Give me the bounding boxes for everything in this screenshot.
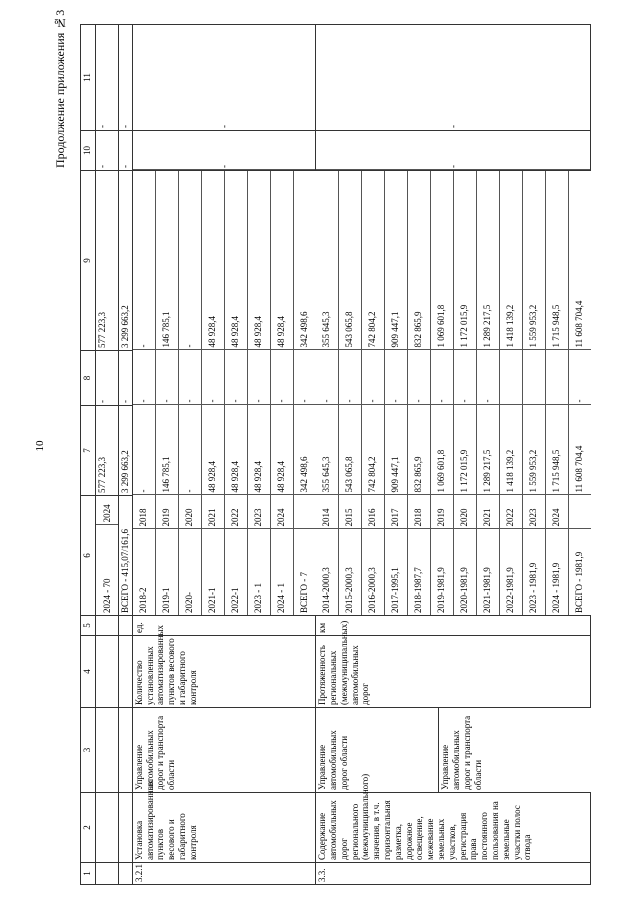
header-cell: 2	[81, 793, 96, 863]
continuation-caption: Продолжение приложения №3	[53, 10, 67, 169]
cell-regional: -	[178, 170, 201, 350]
cell-regional: 1 069 601,8	[430, 170, 453, 350]
cell-year: 2024	[101, 504, 112, 523]
cell-year: 2014	[316, 495, 339, 529]
cell-regional: 48 928,4	[224, 170, 247, 350]
cell-total: 3 299 663,2	[119, 406, 133, 496]
cell-federal	[545, 350, 568, 405]
header-cell: 11	[81, 25, 96, 131]
cell-federal: -	[247, 350, 270, 405]
cell-total: 48 928,4	[247, 405, 270, 495]
cell-total: 832 865,9	[407, 405, 430, 495]
year-row	[201, 170, 224, 615]
cell-total: 1 715 948,5	[545, 405, 568, 495]
year-row	[316, 170, 339, 615]
unit: ед.	[132, 616, 316, 636]
cell-year: 2019	[430, 495, 453, 529]
cell-regional: 543 065,8	[338, 170, 361, 350]
cell-regional: 832 865,9	[407, 170, 430, 350]
cell-year: 2016	[361, 495, 384, 529]
year-row	[545, 170, 568, 615]
executor-1: Управление автомобильных дорог области	[316, 708, 439, 792]
section-3-2-1	[132, 25, 316, 885]
cell-total: 909 447,1	[384, 405, 407, 495]
cell-year: 2015	[338, 495, 361, 529]
cell-total: 742 804,2	[361, 405, 384, 495]
cell-target: 2017-1995,1	[384, 529, 407, 615]
cell-federal: -	[384, 350, 407, 405]
cell-federal: -	[133, 350, 156, 405]
indicator: Количество установленных автоматизированных пунктов весового и габаритного контроля	[132, 636, 316, 708]
year-row	[499, 170, 522, 615]
cell-federal: -	[476, 350, 499, 405]
cell-other: -	[96, 25, 119, 131]
cell-federal: -	[119, 351, 133, 406]
cell-target: 2020-1981,9	[453, 529, 476, 615]
cell-target: 2022-1	[224, 529, 247, 615]
cell-total: 355 645,3	[316, 405, 339, 495]
cell-regional: 48 928,4	[270, 170, 293, 350]
section-3-3	[316, 25, 591, 885]
cell-total: 1 172 015,9	[453, 405, 476, 495]
cell-regional: 1 715 948,5	[545, 170, 568, 350]
cell-local: -	[316, 131, 591, 171]
cell-target: ВСЕГО - 1981,9	[568, 529, 591, 615]
cell-year	[568, 495, 591, 529]
measure-name: Установка автоматизированных пунктов весового и габаритного контроля	[132, 793, 316, 863]
header-cell: 5	[81, 616, 96, 636]
cell-federal: -	[178, 350, 201, 405]
cell-total: 577 223,3	[96, 406, 119, 496]
year-row	[293, 170, 316, 615]
cell-total: 48 928,4	[270, 405, 293, 495]
cell-federal: -	[293, 350, 316, 405]
cell-year: 2023	[522, 495, 545, 529]
cell-local: -	[119, 131, 133, 171]
cell-target: 2021-1981,9	[476, 529, 499, 615]
cell-year: 2024	[545, 495, 568, 529]
cell-regional: 1 559 953,2	[522, 170, 545, 350]
cell-regional: 742 804,2	[361, 170, 384, 350]
program-table	[80, 24, 591, 885]
cell-federal: -	[270, 350, 293, 405]
cell-year: 2018	[407, 495, 430, 529]
year-row	[407, 170, 430, 615]
cell-federal: -	[155, 350, 178, 405]
cell-local: -	[132, 131, 316, 171]
cell-regional: 146 785,1	[155, 170, 178, 350]
cell-target: 2023 - 1981,9	[522, 529, 545, 615]
cell-year: 2024	[270, 495, 293, 529]
row-number: 3.2.1	[132, 863, 316, 885]
cell-total: 48 928,4	[201, 405, 224, 495]
cell-year: 2019	[155, 495, 178, 529]
cell-regional: -	[133, 170, 156, 350]
cell-regional: 909 447,1	[384, 170, 407, 350]
cell-year: 2020	[178, 495, 201, 529]
cell-local: -	[96, 131, 119, 171]
cell-total: 48 928,4	[224, 405, 247, 495]
year-row	[270, 170, 293, 615]
year-row	[384, 170, 407, 615]
page-number: 10	[34, 440, 46, 452]
cell-year: 2021	[201, 495, 224, 529]
cell-target: 2024 - 1	[270, 529, 293, 615]
cell-target: 2019-1	[155, 529, 178, 615]
table-row	[96, 25, 119, 885]
cell-federal: -	[430, 350, 453, 405]
header-cell: 1	[81, 863, 96, 885]
header-cell: 7	[81, 406, 96, 496]
year-row	[361, 170, 384, 615]
yearly-values	[316, 170, 591, 616]
cell-year: 2021	[476, 495, 499, 529]
cell-total: -	[178, 405, 201, 495]
yearly-values	[133, 170, 316, 616]
cell-regional: 48 928,4	[247, 170, 270, 350]
year-row	[476, 170, 499, 615]
cell-federal	[522, 350, 545, 405]
indicator: Протяженность региональных (межмуниципальных) автомобильных дорог	[316, 636, 591, 708]
cell-year: 2023	[247, 495, 270, 529]
cell-regional: 342 498,6	[293, 170, 316, 350]
cell-target: 2015-2000,3	[338, 529, 361, 615]
year-row	[247, 170, 270, 615]
cell-regional: 1 289 217,5	[476, 170, 499, 350]
rotated-table-page	[80, 25, 630, 885]
cell-regional: 355 645,3	[316, 170, 339, 350]
header-cell: 8	[81, 351, 96, 406]
cell-regional: 11 608 704,4	[568, 170, 591, 350]
cell-target: 2023 - 1	[247, 529, 270, 615]
year-row	[133, 170, 156, 615]
cell-regional: 48 928,4	[201, 170, 224, 350]
cell-target: 2024 - 1981,9	[545, 529, 568, 615]
cell-target: 2016-2000,3	[361, 529, 384, 615]
cell-federal: -	[361, 350, 384, 405]
cell-total: -	[133, 405, 156, 495]
cell-regional: 1 418 139,2	[499, 170, 522, 350]
row-number: 3.3.	[316, 863, 591, 885]
cell-federal: -	[453, 350, 476, 405]
cell-federal: -	[316, 350, 339, 405]
cell-other: -	[316, 25, 591, 131]
cell-total: 11 608 704,4	[568, 405, 591, 495]
cell-total: 1 418 139,2	[499, 405, 522, 495]
unit: км	[316, 616, 591, 636]
header-cell: 9	[81, 171, 96, 351]
cell-regional: 1 172 015,9	[453, 170, 476, 350]
cell-target: 2022-1981,9	[499, 529, 522, 615]
cell-year	[293, 495, 316, 529]
cell-target: 2019-1981,9	[430, 529, 453, 615]
cell-federal: -	[224, 350, 247, 405]
cell-year: 2022	[224, 495, 247, 529]
cell-federal	[499, 350, 522, 405]
year-row	[338, 170, 361, 615]
year-row	[568, 170, 591, 615]
cell-federal: -	[407, 350, 430, 405]
cell-target: 2018-1987,7	[407, 529, 430, 615]
cell-federal: -	[568, 350, 591, 405]
cell-regional: 577 223,3	[96, 171, 119, 351]
cell-total: 146 785,1	[155, 405, 178, 495]
measure-name: Содержание автомобильных дорог регионального (межмуниципального) значения, в т.ч. горизонтальная разметка, дорожное освещение, межевание земельных участков, регистрация права постоянного пользования на земельные участки полос отвода	[316, 793, 591, 863]
cell-total: 1 289 217,5	[476, 405, 499, 495]
cell-target: 2014-2000,3	[316, 529, 339, 615]
cell-other: -	[132, 25, 316, 131]
table-row	[119, 25, 133, 885]
cell-target: ВСЕГО - 415,07/161,6	[119, 496, 133, 616]
cell-total: 1 069 601,8	[430, 405, 453, 495]
year-row	[155, 170, 178, 615]
cell-federal: -	[338, 350, 361, 405]
executor: Управление автомобильных дорог и транспорта области	[132, 708, 316, 793]
header-cell: 3	[81, 708, 96, 793]
cell-total: 342 498,6	[293, 405, 316, 495]
cell-other: -	[119, 25, 133, 131]
cell-regional: 3 299 663,2	[119, 171, 133, 351]
cell-target: 2024 - 70	[96, 525, 118, 615]
cell-year: 2020	[453, 495, 476, 529]
cell-target: 2020-	[178, 529, 201, 615]
cell-year: 2022	[499, 495, 522, 529]
year-row	[430, 170, 453, 615]
cell-target: 2018-2	[133, 529, 156, 615]
cell-federal: -	[201, 350, 224, 405]
cell-year: 2017	[384, 495, 407, 529]
cell-total: 1 559 953,2	[522, 405, 545, 495]
year-row	[453, 170, 476, 615]
cell-target: 2021-1	[201, 529, 224, 615]
header-cell: 4	[81, 636, 96, 708]
year-row	[224, 170, 247, 615]
year-row	[522, 170, 545, 615]
cell-target: ВСЕГО - 7	[293, 529, 316, 615]
header-cell: 10	[81, 131, 96, 171]
year-row	[178, 170, 201, 615]
cell-year: 2018	[133, 495, 156, 529]
executor-2: Управление автомобильных дорог и транспорта области	[440, 715, 483, 790]
cell-federal: -	[96, 351, 119, 406]
cell-total: 543 065,8	[338, 405, 361, 495]
header-cell: 6	[81, 496, 96, 616]
header-row	[81, 25, 96, 885]
